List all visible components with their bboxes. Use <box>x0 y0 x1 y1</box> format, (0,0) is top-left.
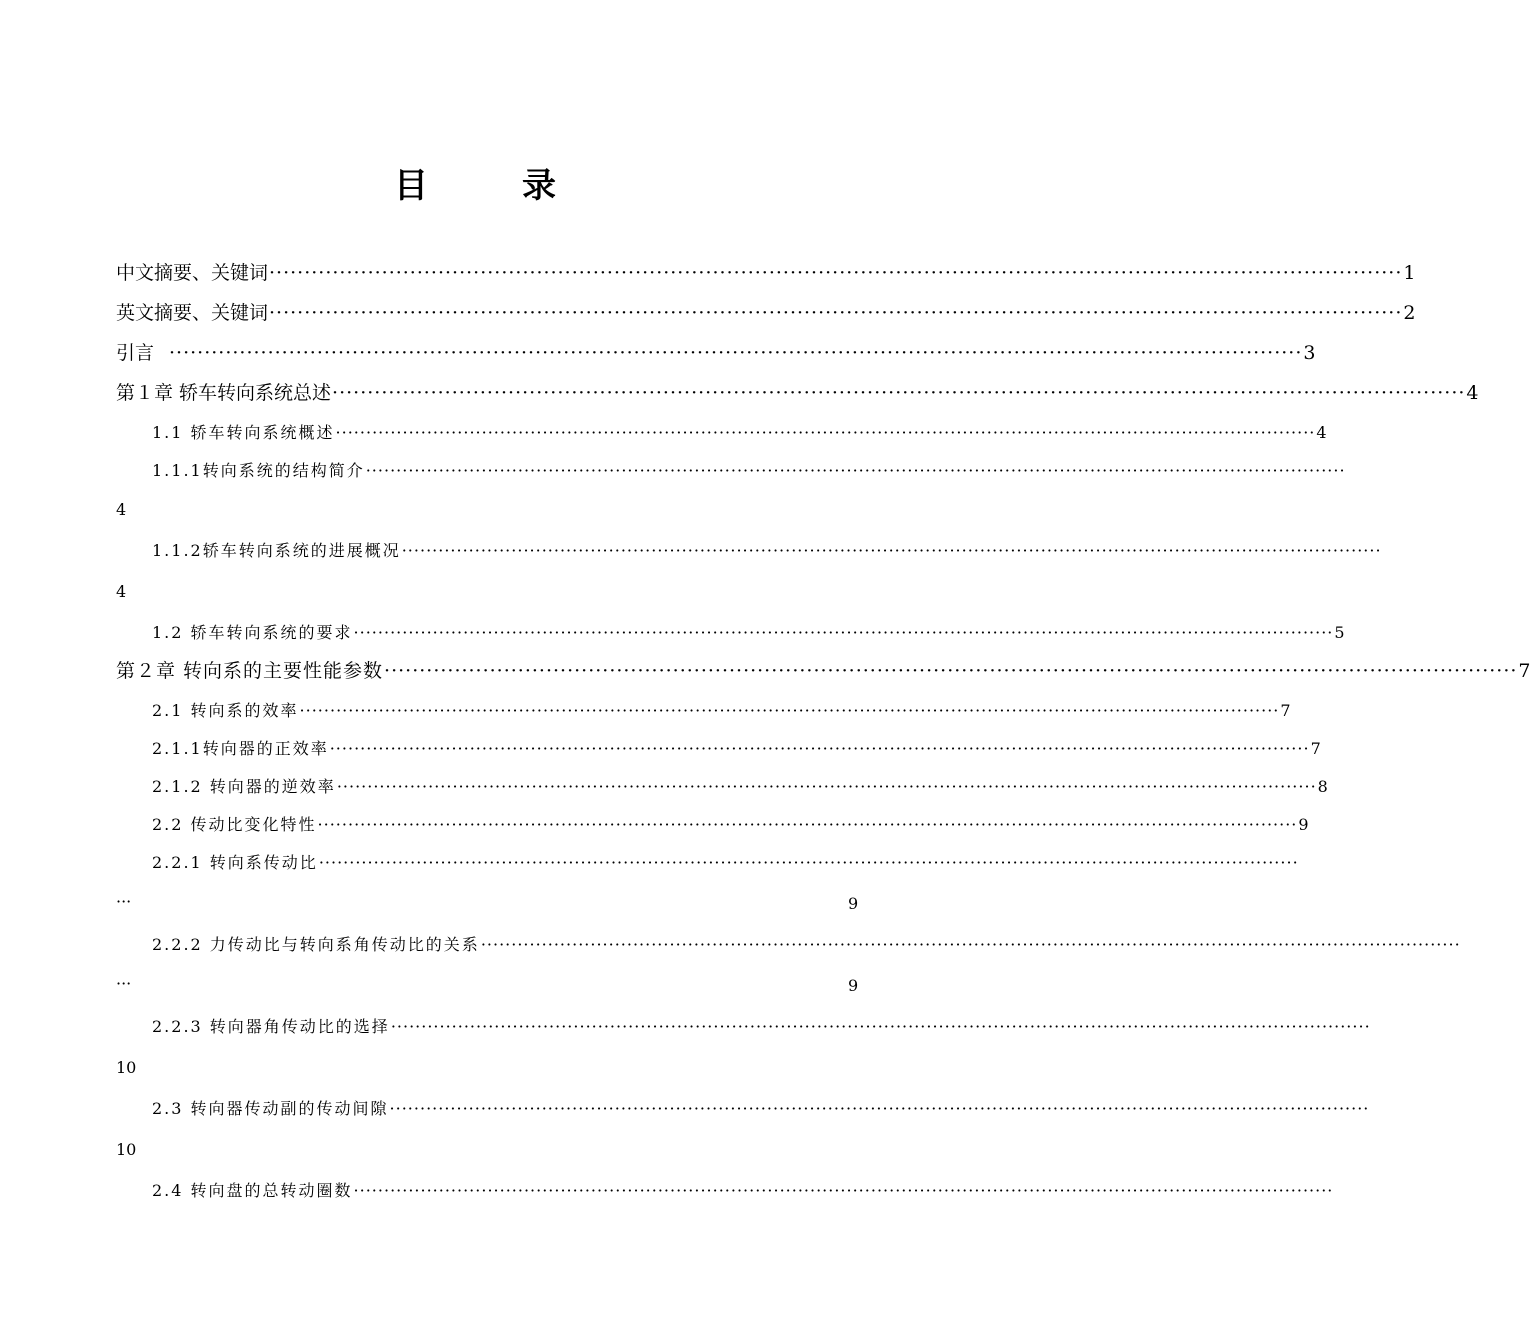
toc-entry-label: 1.1.1转向系统的结构简介 <box>152 461 365 480</box>
toc-entry-label: 2.1.1转向器的正效率 <box>152 739 329 758</box>
toc-entry[interactable] <box>152 850 1299 873</box>
toc-entry[interactable] <box>152 932 1461 955</box>
toc-entry-label: 2.2 传动比变化特性 <box>152 815 317 834</box>
toc-leader: ································································································································································· <box>332 382 1466 404</box>
toc-entry-page: 9 <box>848 976 859 995</box>
toc-entry-label: 2.2.2 力传动比与转向系角传动比的关系 <box>152 935 480 954</box>
toc-entry[interactable] <box>116 338 1316 365</box>
toc-entry[interactable] <box>152 538 1382 561</box>
toc-leader: ································································································································································· <box>269 302 1403 324</box>
toc-entry-label: 1.2 轿车转向系统的要求 <box>152 623 353 642</box>
toc-entry-page: 2 <box>1403 302 1416 324</box>
toc-leader: ································································································································································· <box>353 1181 1334 1200</box>
toc-entry-page: 3 <box>1303 342 1316 364</box>
toc-leader-continued: ··· <box>116 974 132 993</box>
toc-entry-label: 中文摘要、关键词 <box>116 262 269 284</box>
toc-leader: ································································································································································· <box>353 623 1334 642</box>
toc-leader: ································································································································································· <box>384 660 1518 682</box>
toc-entry[interactable] <box>116 258 1416 285</box>
toc-entry-page: 1 <box>1403 262 1416 284</box>
toc-entry-page: 7 <box>1518 660 1531 682</box>
toc-leader: ································································································································································· <box>317 815 1298 834</box>
toc-entry-label: 英文摘要、关键词 <box>116 302 269 324</box>
toc-entry[interactable] <box>152 812 1311 835</box>
toc-entry-label: 1.1.2轿车转向系统的进展概况 <box>152 541 401 560</box>
toc-entry-label: 2.1.2 转向器的逆效率 <box>152 777 336 796</box>
toc-leader: ································································································································································· <box>336 777 1317 796</box>
toc-entry-page: 4 <box>1466 382 1479 404</box>
toc-leader: ································································································································································· <box>169 342 1303 364</box>
toc-entry-page: 4 <box>1316 423 1329 442</box>
toc-leader: ································································································································································· <box>480 935 1461 954</box>
toc-entry[interactable] <box>152 420 1329 443</box>
toc-entry-page: 7 <box>1280 701 1293 720</box>
page-title: 目 录 <box>394 166 586 206</box>
toc-entry[interactable] <box>152 698 1293 721</box>
toc-entry[interactable] <box>116 298 1416 325</box>
toc-entry-page: 9 <box>848 894 859 913</box>
toc-entry-label: 2.2.1 转向系传动比 <box>152 853 318 872</box>
toc-entry-page: 10 <box>116 1058 137 1077</box>
toc-entry[interactable] <box>152 736 1323 759</box>
toc-entry-label: 第２章 转向系的主要性能参数 <box>116 660 384 682</box>
toc-entry-page: 5 <box>1334 623 1347 642</box>
toc-leader: ································································································································································· <box>389 1099 1370 1118</box>
toc-entry[interactable] <box>152 1178 1334 1201</box>
toc-entry-label: 第１章 轿车转向系统总述 <box>116 382 332 404</box>
toc-entry[interactable] <box>152 774 1330 797</box>
toc-entry-label: 2.4 转向盘的总转动圈数 <box>152 1181 353 1200</box>
toc-entry-page: 4 <box>116 582 127 601</box>
toc-entry[interactable] <box>152 1014 1371 1037</box>
toc-entry-page: 9 <box>1298 815 1311 834</box>
toc-leader: ································································································································································· <box>299 701 1280 720</box>
toc-leader: ································································································································································· <box>329 739 1310 758</box>
toc-entry-page: 7 <box>1310 739 1323 758</box>
toc-leader: ································································································································································· <box>401 541 1382 560</box>
toc-leader-continued: ··· <box>116 892 132 911</box>
toc-entry-label: 1.1 轿车转向系统概述 <box>152 423 335 442</box>
toc-entry-page: 10 <box>116 1140 137 1159</box>
toc-entry-page: 4 <box>116 500 127 519</box>
toc-leader: ································································································································································· <box>365 461 1346 480</box>
toc-entry[interactable] <box>152 1096 1370 1119</box>
toc-entry-page: 8 <box>1317 777 1330 796</box>
toc-entry[interactable] <box>116 656 1531 683</box>
toc-entry-label: 2.1 转向系的效率 <box>152 701 299 720</box>
toc-entry-label: 2.3 转向器传动副的传动间隙 <box>152 1099 389 1118</box>
toc-leader: ································································································································································· <box>269 262 1403 284</box>
toc-entry[interactable] <box>116 378 1479 405</box>
toc-entry[interactable] <box>152 458 1346 481</box>
toc-leader: ································································································································································· <box>318 853 1299 872</box>
toc-entry-label: 2.2.3 转向器角传动比的选择 <box>152 1017 390 1036</box>
toc-entry-label: 引言 <box>116 342 155 364</box>
toc-leader: ································································································································································· <box>335 423 1316 442</box>
toc-entry[interactable] <box>152 620 1347 643</box>
toc-leader: ································································································································································· <box>390 1017 1371 1036</box>
